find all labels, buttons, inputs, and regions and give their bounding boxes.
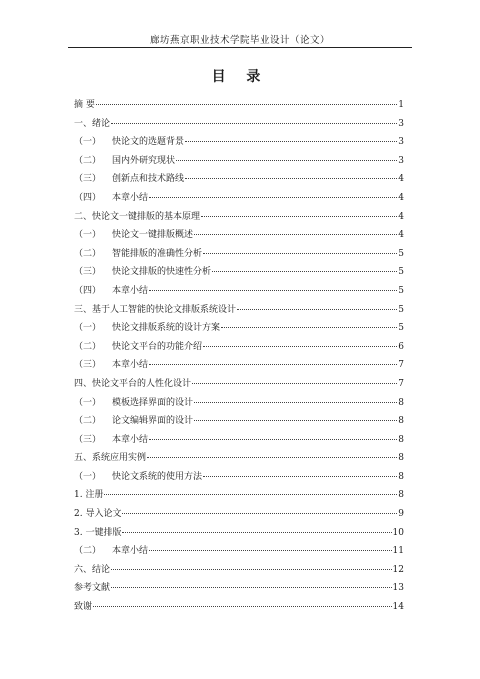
toc-entry[interactable] — [74, 413, 404, 432]
toc-page-number: 8 — [398, 471, 404, 482]
toc-entry-text: 快论文系统的使用方法 — [112, 471, 203, 482]
toc-entry[interactable] — [74, 227, 404, 246]
toc-entry-text: 一、绪论 — [74, 118, 111, 129]
toc-dot-leader — [93, 606, 392, 607]
toc-entry-text: 快论文一键排版概述 — [112, 230, 194, 241]
toc-page-number: 3 — [398, 137, 404, 148]
toc-entry-number: （二） — [74, 341, 102, 352]
toc-entry-label — [74, 395, 193, 408]
toc-entry-text: 创新点和技术路线 — [112, 174, 185, 185]
toc-entry-number: （一） — [74, 230, 102, 241]
toc-dot-leader — [147, 457, 397, 458]
toc-dot-leader — [203, 253, 397, 254]
toc-dot-leader — [194, 420, 397, 421]
toc-dot-leader — [185, 178, 397, 179]
toc-entry-label — [74, 209, 200, 222]
toc-dot-leader — [192, 383, 397, 384]
page-header: 廊坊燕京职业技术学院毕业设计（论文） — [149, 35, 330, 46]
toc-entry-label — [74, 469, 202, 482]
toc-entry-text: 智能排版的准确性分析 — [112, 248, 203, 259]
toc-entry-text: 本章小结 — [112, 546, 149, 557]
toc-page-number: 5 — [398, 267, 404, 278]
toc-entry-number: （二） — [74, 416, 102, 427]
toc-entry-number: （一） — [74, 397, 102, 408]
toc-entry-text: 国内外研究现状 — [112, 155, 176, 166]
toc-page-number: 10 — [392, 527, 404, 538]
toc-page-number: 6 — [398, 341, 404, 352]
toc-dot-leader — [212, 271, 397, 272]
toc-entry[interactable] — [74, 487, 404, 506]
toc-page-number: 5 — [398, 248, 404, 259]
toc-entry[interactable] — [74, 450, 404, 469]
toc-entry-text: 1. 注册 — [74, 490, 104, 501]
toc-page-number: 4 — [398, 192, 404, 203]
toc-entry-text: 2. 导入论文 — [74, 509, 122, 520]
toc-page-number: 4 — [398, 211, 404, 222]
toc-entry[interactable] — [74, 376, 404, 395]
toc-entry-text: 五、系统应用实例 — [74, 453, 147, 464]
toc-entry-text: 快论文的选题背景 — [112, 137, 185, 148]
toc-page-number: 7 — [398, 378, 404, 389]
toc-entry[interactable] — [74, 97, 404, 116]
toc-entry-text: 3. 一键排版 — [74, 527, 122, 538]
toc-entry-text: 摘 要 — [74, 100, 95, 110]
toc-entry-text: 三、基于人工智能的快论文排版系统设计 — [74, 304, 237, 315]
toc-page-number: 8 — [398, 397, 404, 408]
toc-page-number: 1 — [398, 100, 404, 110]
toc-entry-label — [74, 171, 184, 184]
toc-entry-label — [74, 413, 193, 426]
toc-entry-label — [74, 264, 211, 277]
toc-entry-text: 参考文献 — [74, 583, 111, 594]
toc-entry-number: （四） — [74, 285, 102, 296]
toc-entry-label — [74, 580, 110, 593]
toc-entry-label — [74, 450, 146, 463]
toc-entry-text: 六、结论 — [74, 564, 111, 575]
toc-entry[interactable] — [74, 543, 404, 562]
toc-entry-number: （三） — [74, 174, 102, 185]
toc-entry[interactable] — [74, 302, 404, 321]
toc-entry[interactable] — [74, 599, 404, 618]
toc-entry[interactable] — [74, 580, 404, 599]
table-of-contents — [74, 97, 404, 618]
toc-entry-label — [74, 283, 148, 296]
toc-entry-text: 本章小结 — [112, 434, 149, 445]
toc-entry-label — [74, 153, 175, 166]
toc-entry-number: （二） — [74, 546, 102, 557]
toc-entry-number: （二） — [74, 155, 102, 166]
toc-dot-leader — [149, 197, 397, 198]
toc-entry-label — [74, 599, 92, 612]
toc-dot-leader — [203, 476, 397, 477]
toc-entry-label — [74, 302, 236, 315]
toc-entry-number: （二） — [74, 248, 102, 259]
toc-entry[interactable] — [74, 357, 404, 376]
toc-dot-leader — [149, 550, 392, 551]
toc-page-number: 4 — [398, 230, 404, 241]
toc-dot-leader — [194, 234, 397, 235]
toc-entry-text: 本章小结 — [112, 285, 149, 296]
toc-entry-label — [74, 562, 110, 575]
toc-dot-leader — [194, 402, 397, 403]
toc-entry-text: 快论文平台的功能介绍 — [112, 341, 203, 352]
toc-dot-leader — [149, 364, 397, 365]
toc-entry[interactable] — [74, 506, 404, 525]
toc-dot-leader — [122, 513, 397, 514]
toc-entry-text: 二、快论文一键排版的基本原理 — [74, 211, 201, 222]
toc-entry-label — [74, 525, 121, 538]
header-rule — [68, 47, 412, 48]
toc-entry[interactable] — [74, 134, 404, 153]
toc-entry[interactable] — [74, 469, 404, 488]
toc-entry-label — [74, 190, 148, 203]
toc-dot-leader — [176, 160, 397, 161]
toc-entry[interactable] — [74, 432, 404, 451]
toc-page-number: 3 — [398, 118, 404, 129]
toc-entry-label — [74, 97, 95, 110]
toc-entry[interactable] — [74, 209, 404, 228]
toc-entry[interactable] — [74, 171, 404, 190]
toc-page-number: 9 — [398, 509, 404, 520]
toc-page-number: 8 — [398, 453, 404, 464]
toc-dot-leader — [149, 439, 397, 440]
toc-page-number: 8 — [398, 416, 404, 427]
toc-entry-label — [74, 339, 202, 352]
toc-entry-label — [74, 357, 148, 370]
toc-entry-text: 模板选择界面的设计 — [112, 397, 194, 408]
toc-dot-leader — [96, 104, 397, 105]
toc-entry-label — [74, 432, 148, 445]
toc-dot-leader — [104, 494, 397, 495]
toc-entry[interactable] — [74, 246, 404, 265]
toc-entry[interactable] — [74, 264, 404, 283]
toc-page-number: 5 — [398, 285, 404, 296]
toc-entry-number: （一） — [74, 471, 102, 482]
toc-page-number: 13 — [392, 583, 404, 594]
toc-dot-leader — [201, 216, 397, 217]
toc-page-number: 5 — [398, 304, 404, 315]
toc-dot-leader — [111, 123, 397, 124]
toc-page-number: 4 — [398, 174, 404, 185]
toc-entry-text: 致谢 — [74, 602, 93, 613]
toc-page-number: 8 — [398, 490, 404, 501]
toc-entry-label — [74, 487, 103, 500]
toc-entry[interactable] — [74, 153, 404, 172]
toc-entry-number: （三） — [74, 360, 102, 371]
toc-page-number: 11 — [392, 546, 404, 557]
toc-entry[interactable] — [74, 562, 404, 581]
toc-page-number: 14 — [392, 602, 404, 613]
toc-entry-label — [74, 227, 193, 240]
toc-dot-leader — [122, 532, 391, 533]
toc-entry-text: 四、快论文平台的人性化设计 — [74, 378, 192, 389]
toc-entry-label — [74, 376, 191, 389]
toc-dot-leader — [111, 569, 392, 570]
toc-entry[interactable] — [74, 283, 404, 302]
toc-entry-label — [74, 506, 121, 519]
toc-entry-text: 快论文排版系统的设计方案 — [112, 323, 221, 334]
toc-entry-text: 论文编辑界面的设计 — [112, 416, 194, 427]
toc-entry-label — [74, 246, 202, 259]
toc-entry-label — [74, 116, 110, 129]
toc-page-number: 12 — [392, 564, 404, 575]
toc-entry[interactable] — [74, 525, 404, 544]
toc-entry[interactable] — [74, 339, 404, 358]
toc-entry-label — [74, 320, 220, 333]
toc-entry[interactable] — [74, 395, 404, 414]
toc-page-number: 8 — [398, 434, 404, 445]
toc-page-number: 3 — [398, 155, 404, 166]
toc-entry[interactable] — [74, 190, 404, 209]
toc-entry-label — [74, 543, 148, 556]
toc-dot-leader — [111, 587, 392, 588]
toc-dot-leader — [185, 141, 397, 142]
toc-dot-leader — [237, 309, 397, 310]
toc-title: 目 录 — [211, 69, 269, 85]
toc-entry[interactable] — [74, 116, 404, 135]
toc-page-number: 7 — [398, 360, 404, 371]
toc-dot-leader — [221, 327, 397, 328]
toc-entry[interactable] — [74, 320, 404, 339]
toc-entry-number: （四） — [74, 192, 102, 203]
toc-entry-number: （三） — [74, 434, 102, 445]
toc-page-number: 5 — [398, 323, 404, 334]
toc-entry-label — [74, 134, 184, 147]
toc-dot-leader — [203, 346, 397, 347]
toc-entry-number: （三） — [74, 267, 102, 278]
toc-entry-text: 本章小结 — [112, 192, 149, 203]
toc-entry-number: （一） — [74, 323, 102, 334]
toc-dot-leader — [149, 290, 397, 291]
toc-entry-text: 快论文排版的快速性分析 — [112, 267, 212, 278]
toc-entry-number: （一） — [74, 137, 102, 148]
toc-entry-text: 本章小结 — [112, 360, 149, 371]
